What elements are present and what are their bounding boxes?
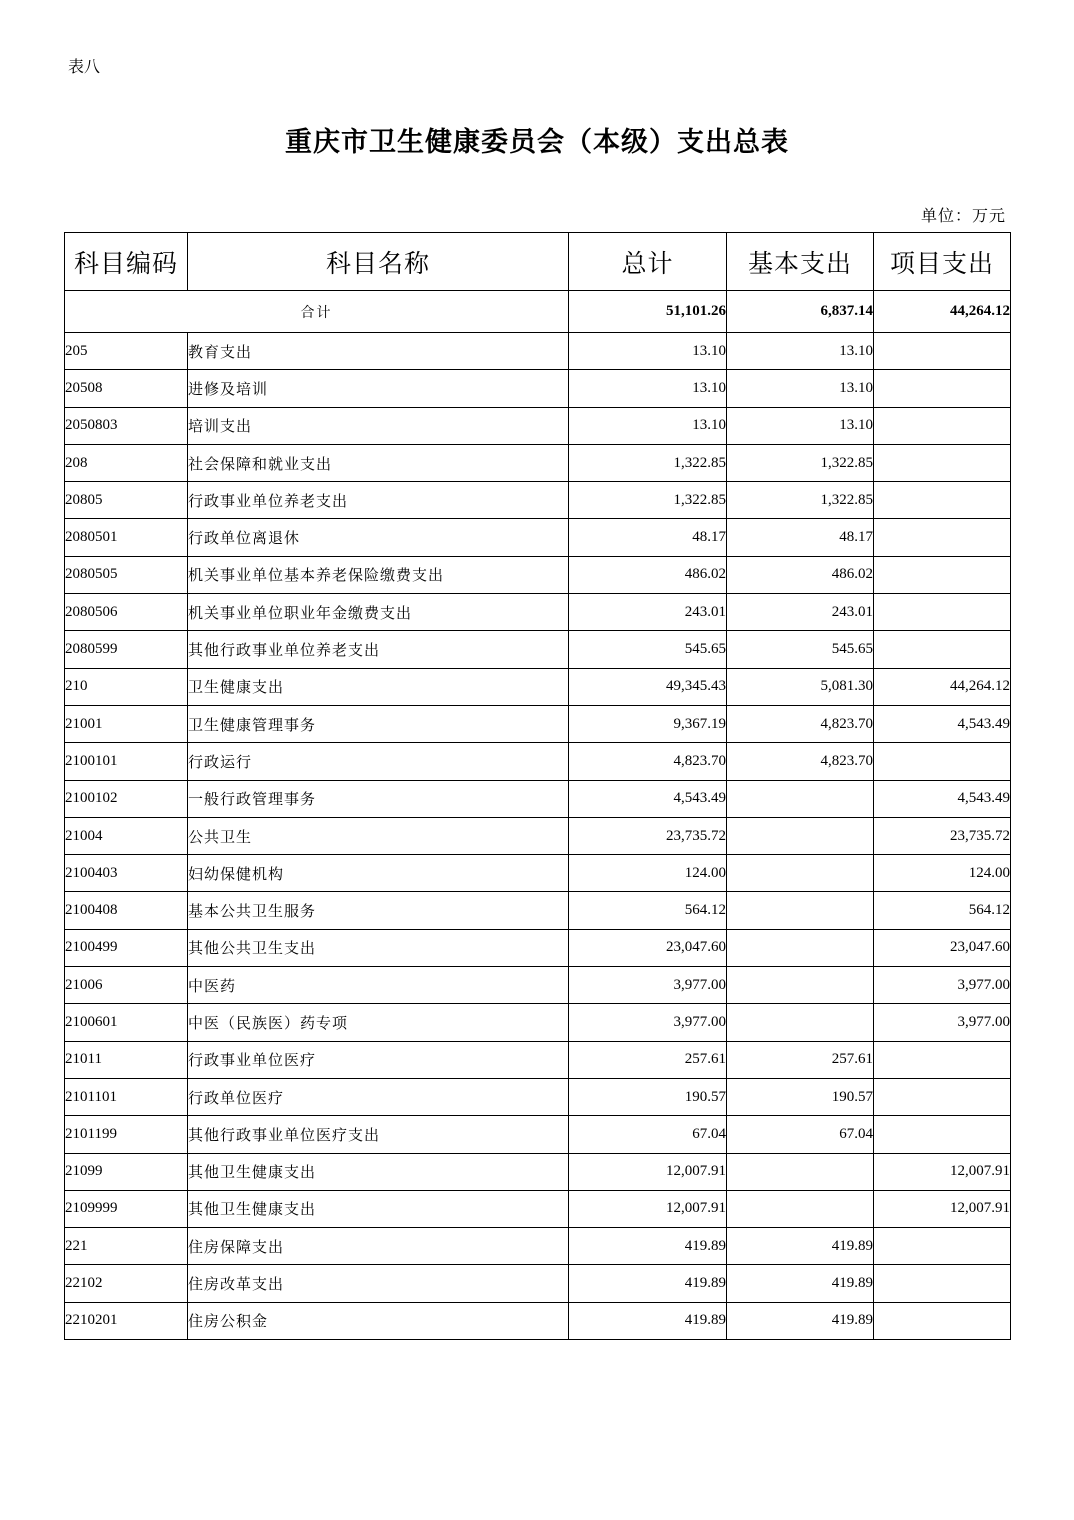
row-total: 419.89 xyxy=(569,1228,727,1265)
row-basic: 419.89 xyxy=(727,1228,874,1265)
row-total: 486.02 xyxy=(569,556,727,593)
row-name: 行政运行 xyxy=(188,743,569,780)
total-row xyxy=(65,291,1011,333)
row-basic: 243.01 xyxy=(727,594,874,631)
document-label: 表八 xyxy=(68,57,101,76)
row-name: 社会保障和就业支出 xyxy=(188,444,569,481)
row-name: 住房改革支出 xyxy=(188,1265,569,1302)
row-basic xyxy=(727,1153,874,1190)
row-project xyxy=(874,1078,1011,1115)
table-row xyxy=(65,370,1011,407)
table-row xyxy=(65,444,1011,481)
row-total: 3,977.00 xyxy=(569,967,727,1004)
table-row xyxy=(65,668,1011,705)
row-project: 124.00 xyxy=(874,855,1011,892)
row-code: 2100601 xyxy=(65,1004,188,1041)
table-row xyxy=(65,1041,1011,1078)
row-total: 49,345.43 xyxy=(569,668,727,705)
table-row xyxy=(65,333,1011,370)
row-name: 机关事业单位基本养老保险缴费支出 xyxy=(188,556,569,593)
row-project xyxy=(874,1041,1011,1078)
row-total: 9,367.19 xyxy=(569,705,727,742)
table-row xyxy=(65,1153,1011,1190)
row-total: 1,322.85 xyxy=(569,482,727,519)
row-name: 住房保障支出 xyxy=(188,1228,569,1265)
row-total: 12,007.91 xyxy=(569,1153,727,1190)
row-project xyxy=(874,743,1011,780)
header-row xyxy=(65,233,1011,291)
row-total: 124.00 xyxy=(569,855,727,892)
row-code: 20805 xyxy=(65,482,188,519)
row-basic xyxy=(727,855,874,892)
row-code: 22102 xyxy=(65,1265,188,1302)
table-row xyxy=(65,967,1011,1004)
table-row xyxy=(65,817,1011,854)
row-code: 21006 xyxy=(65,967,188,1004)
row-project xyxy=(874,1228,1011,1265)
row-project xyxy=(874,594,1011,631)
row-code: 21004 xyxy=(65,817,188,854)
table-row xyxy=(65,1265,1011,1302)
row-name: 行政单位离退休 xyxy=(188,519,569,556)
row-code: 20508 xyxy=(65,370,188,407)
row-name: 妇幼保健机构 xyxy=(188,855,569,892)
row-total: 257.61 xyxy=(569,1041,727,1078)
row-total: 3,977.00 xyxy=(569,1004,727,1041)
row-project: 4,543.49 xyxy=(874,780,1011,817)
row-name: 中医（民族医）药专项 xyxy=(188,1004,569,1041)
row-name: 公共卫生 xyxy=(188,817,569,854)
header-project: 项目支出 xyxy=(874,233,1011,291)
row-basic: 257.61 xyxy=(727,1041,874,1078)
row-name: 住房公积金 xyxy=(188,1302,569,1339)
row-basic: 48.17 xyxy=(727,519,874,556)
row-code: 221 xyxy=(65,1228,188,1265)
row-code: 21099 xyxy=(65,1153,188,1190)
row-basic: 13.10 xyxy=(727,333,874,370)
table-row xyxy=(65,519,1011,556)
table-row xyxy=(65,1190,1011,1227)
table-row xyxy=(65,1116,1011,1153)
row-basic: 419.89 xyxy=(727,1265,874,1302)
row-total: 13.10 xyxy=(569,333,727,370)
row-total: 1,322.85 xyxy=(569,444,727,481)
table-row xyxy=(65,594,1011,631)
row-name: 行政事业单位养老支出 xyxy=(188,482,569,519)
row-code: 2100403 xyxy=(65,855,188,892)
total-project: 44,264.12 xyxy=(874,291,1011,333)
row-total: 67.04 xyxy=(569,1116,727,1153)
row-total: 23,735.72 xyxy=(569,817,727,854)
row-project: 12,007.91 xyxy=(874,1153,1011,1190)
row-project: 4,543.49 xyxy=(874,705,1011,742)
table-row xyxy=(65,929,1011,966)
row-basic xyxy=(727,817,874,854)
row-code: 2100101 xyxy=(65,743,188,780)
row-name: 其他行政事业单位医疗支出 xyxy=(188,1116,569,1153)
header-name: 科目名称 xyxy=(188,233,569,291)
unit-label: 单位：万元 xyxy=(920,206,1006,225)
row-total: 4,823.70 xyxy=(569,743,727,780)
row-code: 2100102 xyxy=(65,780,188,817)
row-basic: 1,322.85 xyxy=(727,444,874,481)
row-basic: 67.04 xyxy=(727,1116,874,1153)
row-name: 一般行政管理事务 xyxy=(188,780,569,817)
row-basic: 13.10 xyxy=(727,407,874,444)
row-name: 基本公共卫生服务 xyxy=(188,892,569,929)
row-basic xyxy=(727,1004,874,1041)
row-project xyxy=(874,1302,1011,1339)
total-basic: 6,837.14 xyxy=(727,291,874,333)
row-name: 行政事业单位医疗 xyxy=(188,1041,569,1078)
row-name: 机关事业单位职业年金缴费支出 xyxy=(188,594,569,631)
row-total: 419.89 xyxy=(569,1302,727,1339)
table-row xyxy=(65,705,1011,742)
row-total: 48.17 xyxy=(569,519,727,556)
row-project xyxy=(874,444,1011,481)
row-code: 208 xyxy=(65,444,188,481)
row-basic: 5,081.30 xyxy=(727,668,874,705)
row-code: 2100499 xyxy=(65,929,188,966)
table-row xyxy=(65,1302,1011,1339)
row-code: 210 xyxy=(65,668,188,705)
row-code: 2100408 xyxy=(65,892,188,929)
row-name: 卫生健康管理事务 xyxy=(188,705,569,742)
row-project xyxy=(874,556,1011,593)
row-code: 2080505 xyxy=(65,556,188,593)
row-total: 564.12 xyxy=(569,892,727,929)
row-total: 13.10 xyxy=(569,370,727,407)
row-total: 419.89 xyxy=(569,1265,727,1302)
table-row xyxy=(65,407,1011,444)
expense-table xyxy=(64,232,1011,1340)
row-project xyxy=(874,1265,1011,1302)
row-basic xyxy=(727,967,874,1004)
row-total: 12,007.91 xyxy=(569,1190,727,1227)
row-code: 21001 xyxy=(65,705,188,742)
row-basic xyxy=(727,892,874,929)
row-basic xyxy=(727,780,874,817)
row-name: 卫生健康支出 xyxy=(188,668,569,705)
header-code: 科目编码 xyxy=(65,233,188,291)
row-project xyxy=(874,407,1011,444)
row-code: 2080501 xyxy=(65,519,188,556)
row-project xyxy=(874,631,1011,668)
row-project xyxy=(874,519,1011,556)
row-code: 21011 xyxy=(65,1041,188,1078)
row-name: 中医药 xyxy=(188,967,569,1004)
table-row xyxy=(65,1078,1011,1115)
row-code: 2109999 xyxy=(65,1190,188,1227)
table-row xyxy=(65,892,1011,929)
row-project: 44,264.12 xyxy=(874,668,1011,705)
table-row xyxy=(65,1004,1011,1041)
table-row xyxy=(65,855,1011,892)
row-basic: 419.89 xyxy=(727,1302,874,1339)
row-code: 205 xyxy=(65,333,188,370)
row-name: 其他行政事业单位养老支出 xyxy=(188,631,569,668)
table-row xyxy=(65,482,1011,519)
row-project: 3,977.00 xyxy=(874,967,1011,1004)
row-total: 545.65 xyxy=(569,631,727,668)
row-name: 培训支出 xyxy=(188,407,569,444)
row-basic xyxy=(727,929,874,966)
row-code: 2080599 xyxy=(65,631,188,668)
total-sum: 51,101.26 xyxy=(569,291,727,333)
row-project xyxy=(874,1116,1011,1153)
row-name: 行政单位医疗 xyxy=(188,1078,569,1115)
row-basic: 4,823.70 xyxy=(727,743,874,780)
row-code: 2050803 xyxy=(65,407,188,444)
row-project xyxy=(874,370,1011,407)
row-basic xyxy=(727,1190,874,1227)
table-row xyxy=(65,631,1011,668)
total-label: 合计 xyxy=(65,291,569,333)
row-basic: 13.10 xyxy=(727,370,874,407)
row-total: 4,543.49 xyxy=(569,780,727,817)
row-project: 23,047.60 xyxy=(874,929,1011,966)
row-code: 2080506 xyxy=(65,594,188,631)
row-total: 23,047.60 xyxy=(569,929,727,966)
row-project: 12,007.91 xyxy=(874,1190,1011,1227)
row-basic: 545.65 xyxy=(727,631,874,668)
row-name: 其他公共卫生支出 xyxy=(188,929,569,966)
row-basic: 486.02 xyxy=(727,556,874,593)
row-project xyxy=(874,482,1011,519)
row-name: 教育支出 xyxy=(188,333,569,370)
row-total: 243.01 xyxy=(569,594,727,631)
row-name: 进修及培训 xyxy=(188,370,569,407)
row-project: 3,977.00 xyxy=(874,1004,1011,1041)
row-project xyxy=(874,333,1011,370)
row-code: 2101199 xyxy=(65,1116,188,1153)
table-row xyxy=(65,556,1011,593)
row-total: 13.10 xyxy=(569,407,727,444)
row-total: 190.57 xyxy=(569,1078,727,1115)
table-row xyxy=(65,1228,1011,1265)
row-name: 其他卫生健康支出 xyxy=(188,1190,569,1227)
row-basic: 1,322.85 xyxy=(727,482,874,519)
table-row xyxy=(65,743,1011,780)
row-name: 其他卫生健康支出 xyxy=(188,1153,569,1190)
row-project: 564.12 xyxy=(874,892,1011,929)
header-total: 总计 xyxy=(569,233,727,291)
row-basic: 4,823.70 xyxy=(727,705,874,742)
row-code: 2101101 xyxy=(65,1078,188,1115)
row-code: 2210201 xyxy=(65,1302,188,1339)
row-project: 23,735.72 xyxy=(874,817,1011,854)
header-basic: 基本支出 xyxy=(727,233,874,291)
row-basic: 190.57 xyxy=(727,1078,874,1115)
page-title: 重庆市卫生健康委员会（本级）支出总表 xyxy=(285,127,789,158)
table-row xyxy=(65,780,1011,817)
